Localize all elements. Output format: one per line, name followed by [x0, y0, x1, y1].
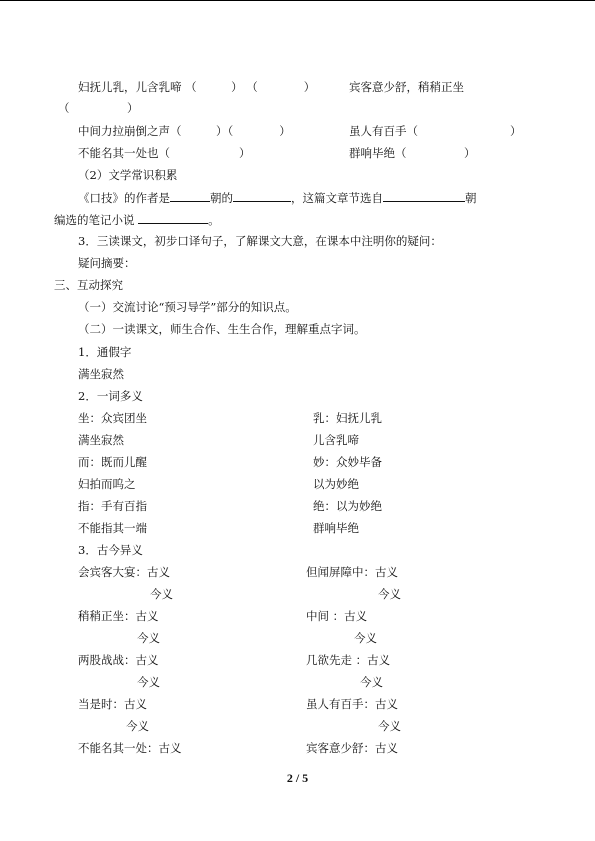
part1-heading: （一）交流讨论“预习导学”部分的知识点。	[78, 300, 297, 314]
literature-heading: （2）文学常识积累	[78, 168, 178, 182]
guji-right-item: 但闻屏障中：古义	[306, 565, 398, 579]
fill-row1-left: 妇抚儿乳，儿含乳啼 （ ） （ ）	[78, 80, 316, 94]
lit-text-author: 《口技》的作者是	[78, 191, 170, 205]
guji-left-item: 当是时：古义	[78, 697, 147, 711]
guji-title: 3．古今异义	[78, 543, 143, 557]
guji-left-item: 今义	[137, 631, 160, 645]
guji-right-item: 今义	[378, 587, 401, 601]
duoyi-right-item: 以为妙绝	[313, 477, 359, 491]
page-number: 2 / 5	[286, 771, 309, 785]
blank-novel[interactable]	[138, 212, 208, 224]
guji-right-item: 宾客意少舒：古义	[306, 741, 398, 755]
part2-heading: （二）一读课文，师生合作、生生合作，理解重点字词。	[78, 322, 366, 336]
tongjia-item: 满坐寂然	[78, 367, 124, 381]
duoyi-right-item: 绝：以为妙绝	[313, 499, 382, 513]
step3-instruction: 3．三读课文，初步口译句子，了解课文大意，在课本中注明你的疑问：	[78, 234, 442, 248]
guji-left-item: 稍稍正坐：古义	[78, 609, 159, 623]
fill-row1-right: 宾客意少舒，稍稍正坐	[349, 80, 464, 94]
blank-source[interactable]	[383, 190, 465, 202]
duoyi-left-item: 满坐寂然	[78, 433, 124, 447]
duoyi-right-item: 群响毕绝	[313, 521, 359, 535]
duoyi-left-item: 妇拍而呜之	[78, 477, 136, 491]
guji-right-item: 今义	[378, 719, 401, 733]
blank-dynasty[interactable]	[170, 190, 210, 202]
duoyi-left-item: 指：手有百指	[78, 499, 147, 513]
duoyi-right-item: 乳：妇抚儿乳	[313, 411, 382, 425]
guji-right-item: 中间 ：古义	[306, 609, 368, 623]
guji-left-item: 会宾客大宴：古义	[78, 565, 170, 579]
literature-line2	[54, 212, 220, 227]
duoyi-title: 2．一词多义	[78, 389, 143, 403]
questions-summary-label: 疑问摘要：	[78, 256, 136, 270]
tongjia-title: 1．通假字	[78, 345, 132, 359]
section3-heading: 三、互动探究	[54, 278, 123, 292]
guji-right-item: 今义	[360, 675, 383, 689]
guji-left-item: 今义	[137, 675, 160, 689]
guji-right-item: 几欲先走 ：古义	[306, 653, 391, 667]
lit-text-novel: 编选的笔记小说	[54, 213, 135, 227]
duoyi-left-item: 不能指其一端	[78, 521, 147, 535]
guji-right-item: 虽人有百手：古义	[306, 697, 398, 711]
guji-left-item: 两股战战：古义	[78, 653, 159, 667]
fill-row3-right: 群响毕绝（ ）	[349, 146, 476, 160]
lit-text-chao: 朝	[465, 191, 477, 205]
duoyi-left-item: 坐：众宾团坐	[78, 411, 147, 425]
fill-row1-continuation: （ ）	[58, 101, 139, 115]
guji-left-item: 今义	[150, 587, 173, 601]
literature-line1	[78, 190, 477, 205]
lit-text-source: ，这篇文章节选自	[291, 191, 383, 205]
duoyi-right-item: 儿含乳啼	[313, 433, 359, 447]
guji-right-item: 今义	[354, 631, 377, 645]
lit-text-de: 朝的	[210, 191, 233, 205]
guji-left-item: 今义	[126, 719, 149, 733]
blank-author[interactable]	[233, 190, 291, 202]
fill-row3-left: 不能名其一处也（ ）	[78, 146, 251, 160]
duoyi-left-item: 而：既而儿醒	[78, 455, 147, 469]
fill-row2-right: 虽人有百手（ ）	[349, 124, 522, 138]
guji-left-item: 不能名其一处：古义	[78, 741, 182, 755]
header-rule	[0, 0, 595, 1]
lit-text-period: 。	[208, 213, 220, 227]
fill-row2-left: 中间力拉崩倒之声（ ）（ ）	[78, 124, 291, 138]
duoyi-right-item: 妙：众妙毕备	[313, 455, 382, 469]
